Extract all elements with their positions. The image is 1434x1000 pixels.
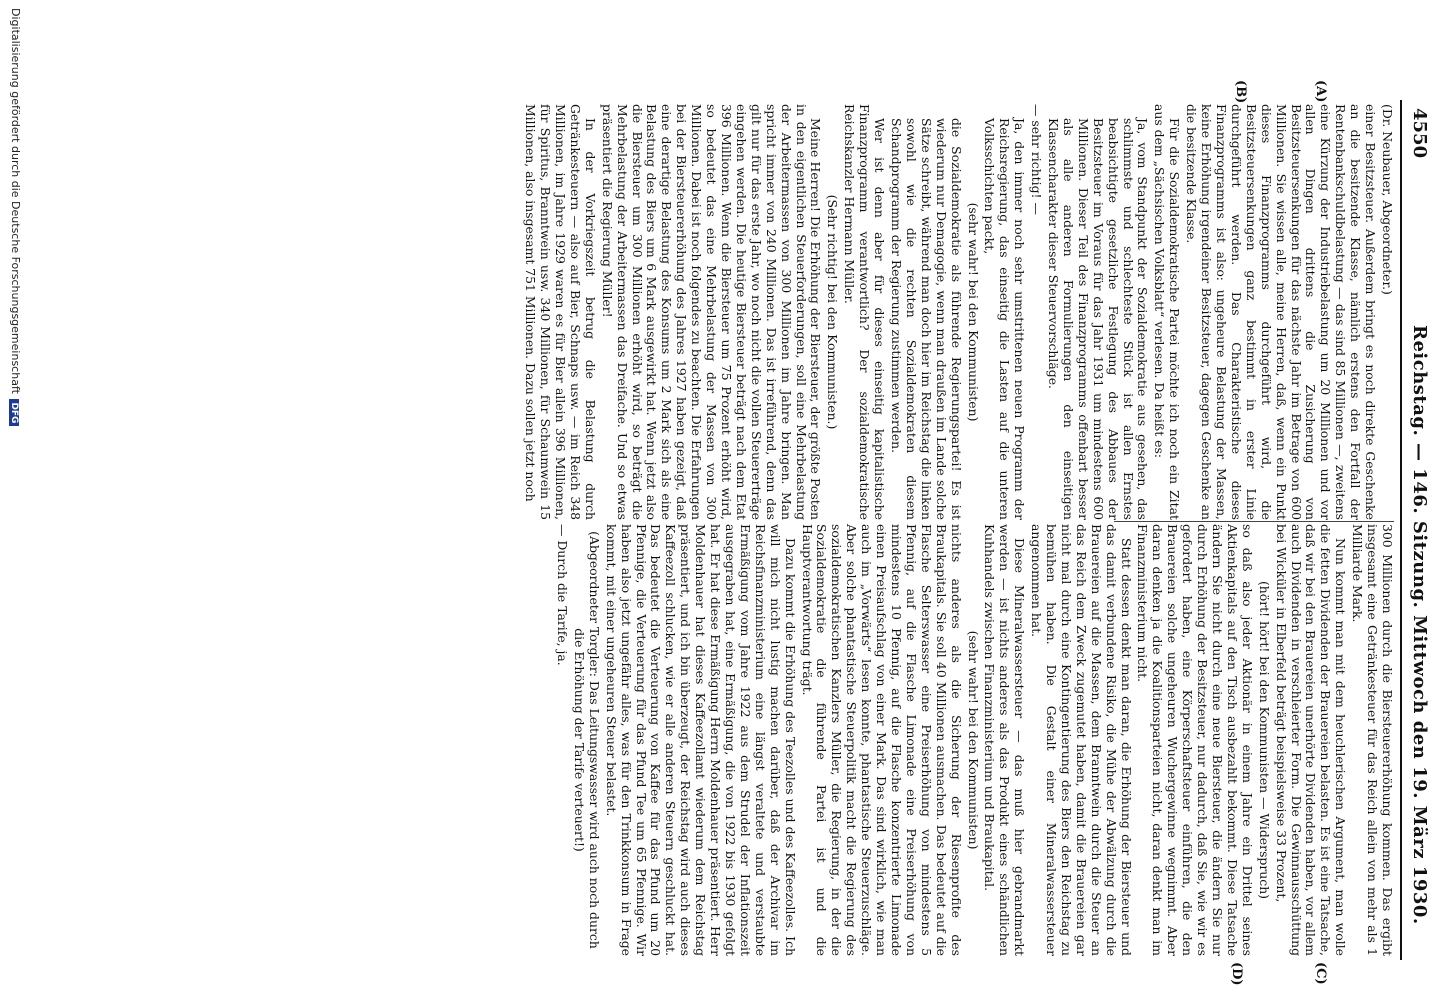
- margin-mark-c: (C): [1313, 962, 1328, 985]
- quote: die Sozialdemokratie als führende Regierungspartei! Es ist wiederum nur Demagogie, wenn man draußen im Lande solche Sätze schreibt, während man doch hier im Reichstag die linken sowohl wie die rechten Sozialdemokraten diesem Schandprogramm der Regierung zustimmen werden.: [889, 118, 964, 520]
- credit-text: Digitalisierung gefördert durch die Deutsche Forschungsgemeinschaft: [9, 8, 22, 394]
- interjection: (hört! hört! bei den Kommunisten — Widerspruch): [1256, 580, 1272, 900]
- paragraph: Diese Mineralwassersteuer — das muß hier gebrandmarkt werden — ist nichts anderes als das Produkt eines schändlichen Kuhhandels zwischen Finanzministerium und Braukapital.: [982, 524, 1028, 956]
- paragraph: einer Besitzsteuer. Außerdem bringt es noch direkte Geschenke an die besitzende Klasse, nämlich erstens den Fortfall der Rentenbankschuldbelastung — das sind 85 Millionen —, zweitens eine Kürzung der Industriebelastung um 20 Millionen und vor allen Dingen drittens die Zusicherung von Besitzsteuersenkungen für das nächste Jahr im Betrage von 600 Millionen. Sie wissen alle, meine Herren, daß, wenn ein Punkt dieses Finanzprogramms durchgeführt wird, die Besitzsteuersenkungen ganz bestimmt in erster Linie durchgeführt werden. Das Charakteristische dieses Finanzprogramms ist also: ungeheure Belastung der Massen, keine Erhöhung irgendeiner Besitzsteuer, dagegen Geschenke an die besitzende Klasse.: [1184, 104, 1379, 520]
- paragraph: so daß also jeder Aktionär in einem Jahre ein Drittel seines Aktienkapitals auf den Tisch ausbezahlt bekommt. Diese Tatsache ändern Sie nicht durch eine neue Biersteuer, die ändern Sie nur durch Erhöhung der Besitzsteuer, nur dadurch, daß Sie, wie wir es gefordert haben, eine Körperschaftsteuer einführen, die den Brauereien solche ungeheuren Wuchergewinne wegnimmt. Aber daran denken ja die Koalitionsparteien nicht, daran denkt man im Finanzministerium nicht.: [1135, 524, 1255, 956]
- quote: Ja, den immer noch sehr umstrittenen neuen Programm der Reichsregierung, das einseitig die Lasten auf die unteren Volksschichten packt,: [982, 118, 1028, 520]
- page-header: [1400, 0, 1430, 1000]
- paragraph: Nun kommt man mit dem heuchlerischen Argument, man wolle die fetten Dividenden der Brauereien belasten. Es ist eine Tatsache, daß wir bei den Brauereien unerhörte Dividenden haben, vor allem auch Dividenden in verschleierter Form. Die Gewinnausschüttung bei Wicküler in Elberfeld beträgt beispielsweise 33 Prozent,: [1273, 524, 1349, 956]
- right-column: [555, 524, 1395, 956]
- interjection: — sehr richtig! —: [1029, 104, 1045, 215]
- paragraph: 300 Millionen durch die Biersteuererhöhung kommen. Das ergibt insgesamt eine Getränkesteuer für das Reich allein von mehr als 1 Milliarde Mark.: [1350, 524, 1395, 956]
- interjection: (Abgeordneter Torgler: Das Leitungswasser wird auch noch durch die Erhöhung der Tarife verteuert!): [571, 531, 602, 949]
- paragraph: Für die Sozialdemokratische Partei möchte ich noch ein Zitat aus dem „Sächsischen Volksblatt“ verlesen. Da heißt es:: [1152, 104, 1183, 520]
- paragraph: Meine Herren! Die Erhöhung der Biersteuer, der größte Posten in den eigentlichen Steuerforderungen, soll eine Mehrbelastung der Arbeitermassen von 300 Millionen im Jahre bringen. Man spricht immer von 240 Millionen. Das ist irreführend, denn das gilt nur für das erste Jahr, wo noch nicht die vollen Steuererträge eingehen werden. Die heutige Biersteuer beträgt nach dem Etat 396 Millionen. Wenn die Biersteuer um 75 Prozent erhöht wird, so bedeutet das eine Mehrbelastung der Massen von 300 Millionen. Dabei ist noch folgendes zu beachten. Die Erfahrungen bei der Biersteuererhöhung des Jahres 1927 haben gezeigt, daß eine derartige Belastung des Konsums um 2 Mark sich als eine Belastung des Biers um 6 Mark ausgewirkt hat. Wenn jetzt also die Biersteuer um 300 Millionen erhöht wird, so beträgt die Mehrbelastung der Arbeitermassen das Dreifache. Und so etwas präsentiert die Regierung Müller!: [599, 104, 824, 520]
- page-title: Reichstag. — 146. Sitzung. Mittwoch den 19. März 1930.: [1409, 325, 1430, 925]
- paragraph: Statt dessen denkt man daran, die Erhöhung der Biersteuer und das damit verbundene Risiko, die Mühe der Abwälzung durch die Brauereien auf die Massen, dem Branntwein durch die Steuer an das Reich dem Zweck zugemutet haben, damit die Brauereien gar nicht mal durch eine Kontingentierung des Biers den Reichstag zu bemühen haben. Die Gestalt einer Mineralwassersteuer angenommen hat.: [1029, 524, 1134, 956]
- margin-mark-d: (D): [1229, 962, 1244, 986]
- margin-mark-b: (B): [1233, 80, 1248, 104]
- dfg-logo: DFG: [9, 399, 19, 426]
- quote: Ja, vom Standpunkt der Sozialdemokratie aus gesehen, das schlimmste und schlechteste Stück ist allen Ernstes beabsichtigte gesetzliche Festlegung des Abbaues der Besitzsteuer im Voraus für das Jahr 1931 um mindestens 600 Millionen. Dieser Teil des Finanzprogramms offenbart besser als alle anderen Formulierungen den einseitigen Klassencharakter dieser Steuervorschläge.: [1046, 118, 1151, 520]
- page-number: 4550: [1409, 108, 1430, 159]
- interjection: (sehr wahr! bei den Kommunisten): [965, 630, 981, 850]
- paragraph: In der Vorkriegszeit betrug die Belastung durch Getränkesteuern — also auf Bier, Schnaps usw. — im Reich 348 Millionen, im Jahre 1929 waren es für Bier allein 396 Millionen, für Spiritus, Branntwein usw. 340 Millionen, für Schaumwein 15 Millionen, also insgesamt 751 Millionen. Dazu sollen jetzt noch: [523, 104, 598, 520]
- paragraph: — Durch die Tarife, ja.: [555, 524, 571, 666]
- interjection: (Sehr richtig! bei den Kommunisten.): [825, 194, 841, 430]
- margin-mark-a: (A): [1313, 80, 1328, 103]
- left-column: [523, 104, 1395, 520]
- speaker-line: (Dr. Neubauer, Abgeordneter.): [1380, 104, 1395, 295]
- paragraph: Wer ist denn aber für dieses einseitig kapitalistische Finanzprogramm verantwortlich? Der sozialdemokratische Reichskanzler Hermann Müller.: [842, 104, 888, 520]
- paragraph: nichts anderes als die Sicherung der Riesenprofite des Braukapitals. Sie soll 40 Millionen ausmachen. Das bedeutet auf die Flasche Selterswasser eine Preiserhöhung von mindestens 5 Pfennig, auf die Flasche Limonade eine Preiserhöhung von mindestens 10 Pfennig, auf die Flasche konzentrierte Limonade einen Preisaufschlag von einer Mark. Das sind wirklich, wie man auch im „Vorwärts“ lesen konnte, phantastische Steuerzuschläge. Aber solche phantastische Steuerpolitik macht die Regierung des sozialdemokratischen Kanzlers Müller, die Regierung, in der die Sozialdemokratie die führende Partei ist und die Hauptverantwortung trägt.: [799, 524, 964, 956]
- digitization-credit: [9, 8, 22, 998]
- interjection: (sehr wahr! bei den Kommunisten): [965, 202, 981, 422]
- header-rule: [1400, 100, 1402, 960]
- column-divider: [1114, 521, 1394, 522]
- paragraph: Dazu kommt die Erhöhung des Teezolles und des Kaffeezolles. Ich will mich nicht lustig machen darüber, daß der Archivar im Reichsfinanzministerium eine längst veraltete und verstaubte Ermäßigung vom Jahre 1922 aus dem Strudel der Inflationszeit ausgegraben hat, eine Ermäßigung, die von 1922 bis 1930 gefolgt hat. Er hat diese Ermäßigung Herrn Moldenhauer präsentiert. Herr Moldenhauer hat dieses Kaffeezollamt wiederum dem Reichstag präsentiert, und ich bin überzeugt, der Reichstag wird auch dieses Kaffeezoll schlucken, wie er alle anderen Steuern geschluckt hat. Das bedeutet die Verteuerung von Kaffee für das Pfund um 20 Pfennige, die Verteuerung für das Pfund Tee um 65 Pfennige. Wir haben also jetzt ungefähr alles, was für den Trinkkonsum in Frage kommt, mit einer ungeheuren Steuer belastet.: [603, 524, 798, 956]
